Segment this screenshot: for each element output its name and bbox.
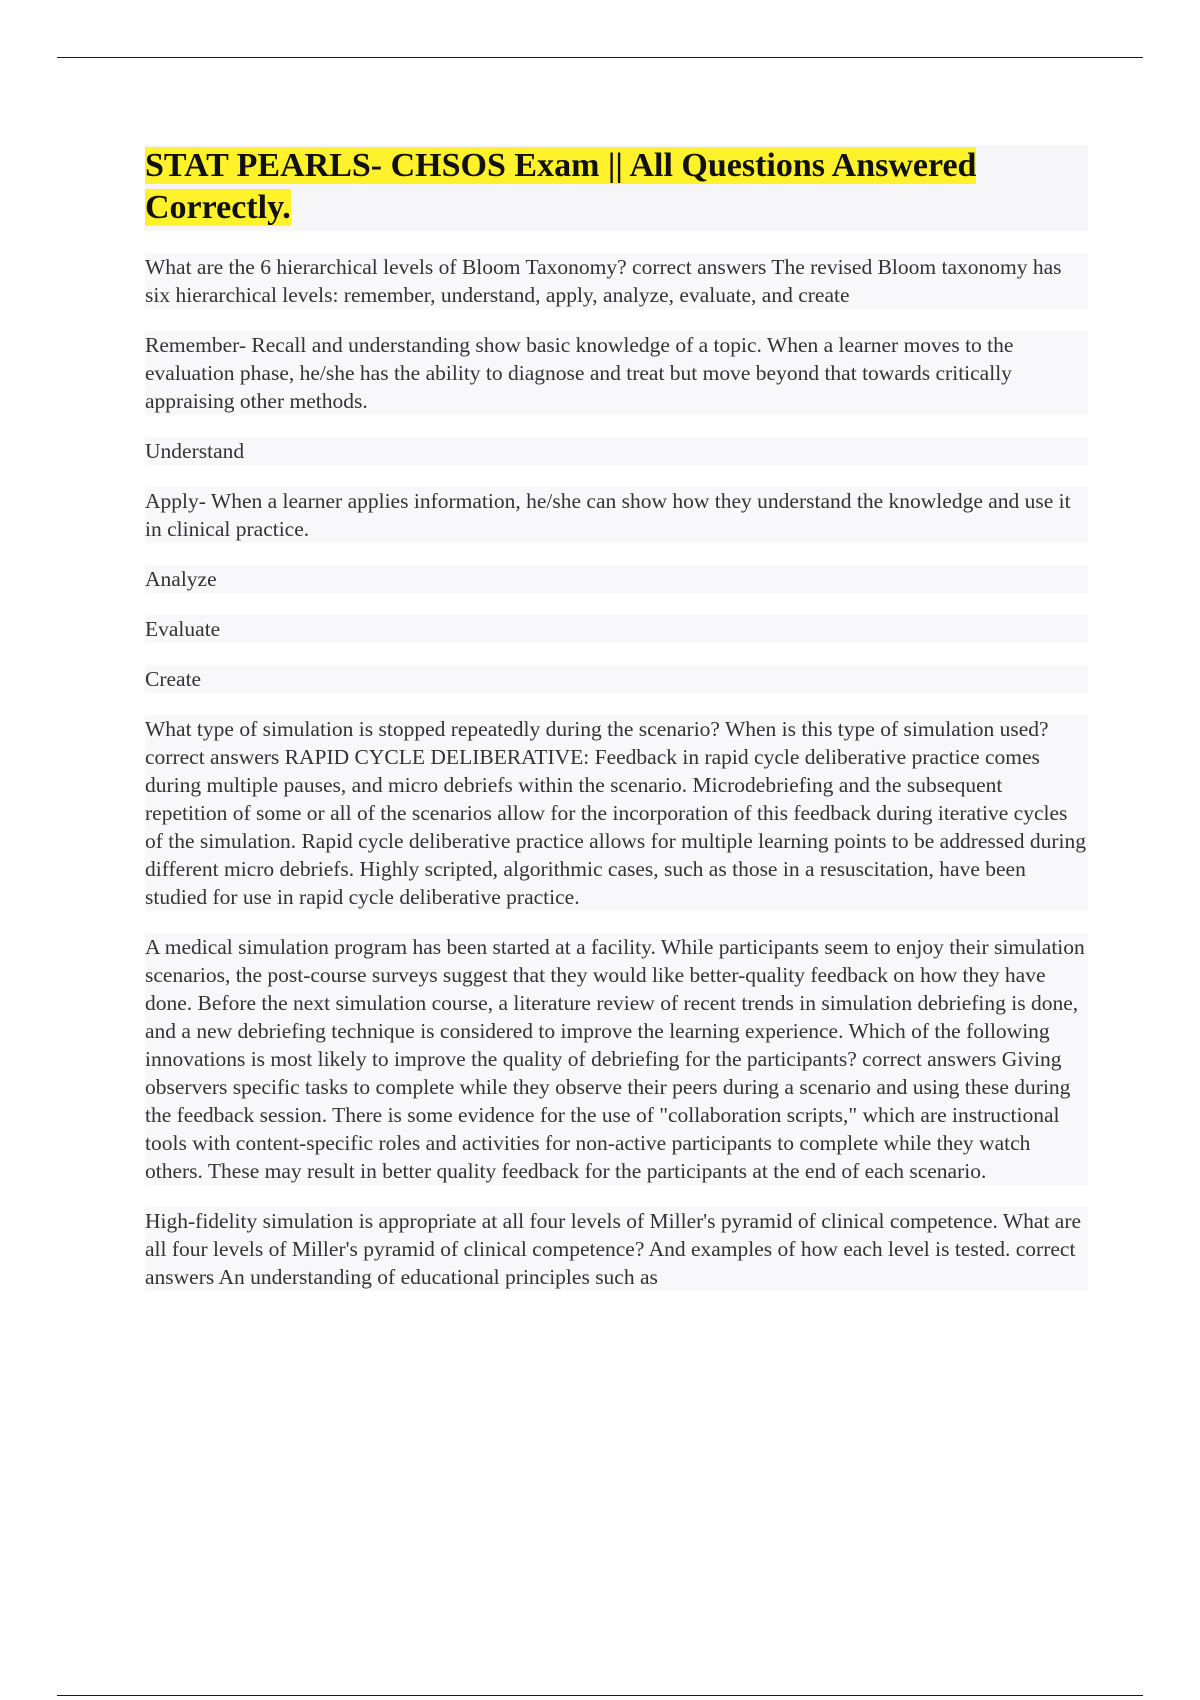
title-highlight: STAT PEARLS- CHSOS Exam || All Questions Answered Correctly. — [145, 147, 977, 226]
top-rule — [57, 57, 1143, 58]
paragraph-bloom-levels: What are the 6 hierarchical levels of Bloom Taxonomy? correct answers The revised Bloom taxonomy has six hierarchical levels: remember, understand, apply, analyze, evaluate, and create — [145, 253, 1088, 309]
paragraph-understand: Understand — [145, 437, 1088, 465]
paragraph-rapid-cycle: What type of simulation is stopped repeatedly during the scenario? When is this type of simulation used? correct answers RAPID CYCLE DELIBERATIVE: Feedback in rapid cycle deliberative practice comes during multiple pauses, and micro debriefs within the scenario. Microdebriefing and the subsequent repetition of some or all of the scenarios allow for the incorporation of this feedback during iterative cycles of the simulation. Rapid cycle deliberative practice allows for multiple learning points to be addressed during different micro debriefs. Highly scripted, algorithmic cases, such as those in a resuscitation, have been studied for use in rapid cycle deliberative practice. — [145, 715, 1088, 911]
paragraph-analyze: Analyze — [145, 565, 1088, 593]
paragraph-debriefing: A medical simulation program has been started at a facility. While participants seem to enjoy their simulation scenarios, the post-course surveys suggest that they would like better-quality feedback on how they have done. Before the next simulation course, a literature review of recent trends in simulation debriefing is done, and a new debriefing technique is considered to improve the learning experience. Which of the following innovations is most likely to improve the quality of debriefing for the participants? correct answers Giving observers specific tasks to complete while they observe their peers during a scenario and using these during the feedback session. There is some evidence for the use of "collaboration scripts," which are instructional tools with content-specific roles and activities for non-active participants to complete while they watch others. These may result in better quality feedback for the participants at the end of each scenario. — [145, 933, 1088, 1185]
document-title — [145, 145, 1088, 229]
paragraph-remember: Remember- Recall and understanding show basic knowledge of a topic. When a learner moves to the evaluation phase, he/she has the ability to diagnose and treat but move beyond that towards critically appraising other methods. — [145, 331, 1088, 415]
document-body — [145, 145, 1088, 1313]
paragraph-miller-pyramid: High-fidelity simulation is appropriate at all four levels of Miller's pyramid of clinical competence. What are all four levels of Miller's pyramid of clinical competence? And examples of how each level is tested. correct answers An understanding of educational principles such as — [145, 1207, 1088, 1291]
title-block — [145, 145, 1088, 231]
paragraph-apply: Apply- When a learner applies information, he/she can show how they understand the knowledge and use it in clinical practice. — [145, 487, 1088, 543]
paragraph-create: Create — [145, 665, 1088, 693]
paragraph-evaluate: Evaluate — [145, 615, 1088, 643]
bottom-rule — [57, 1695, 1143, 1696]
